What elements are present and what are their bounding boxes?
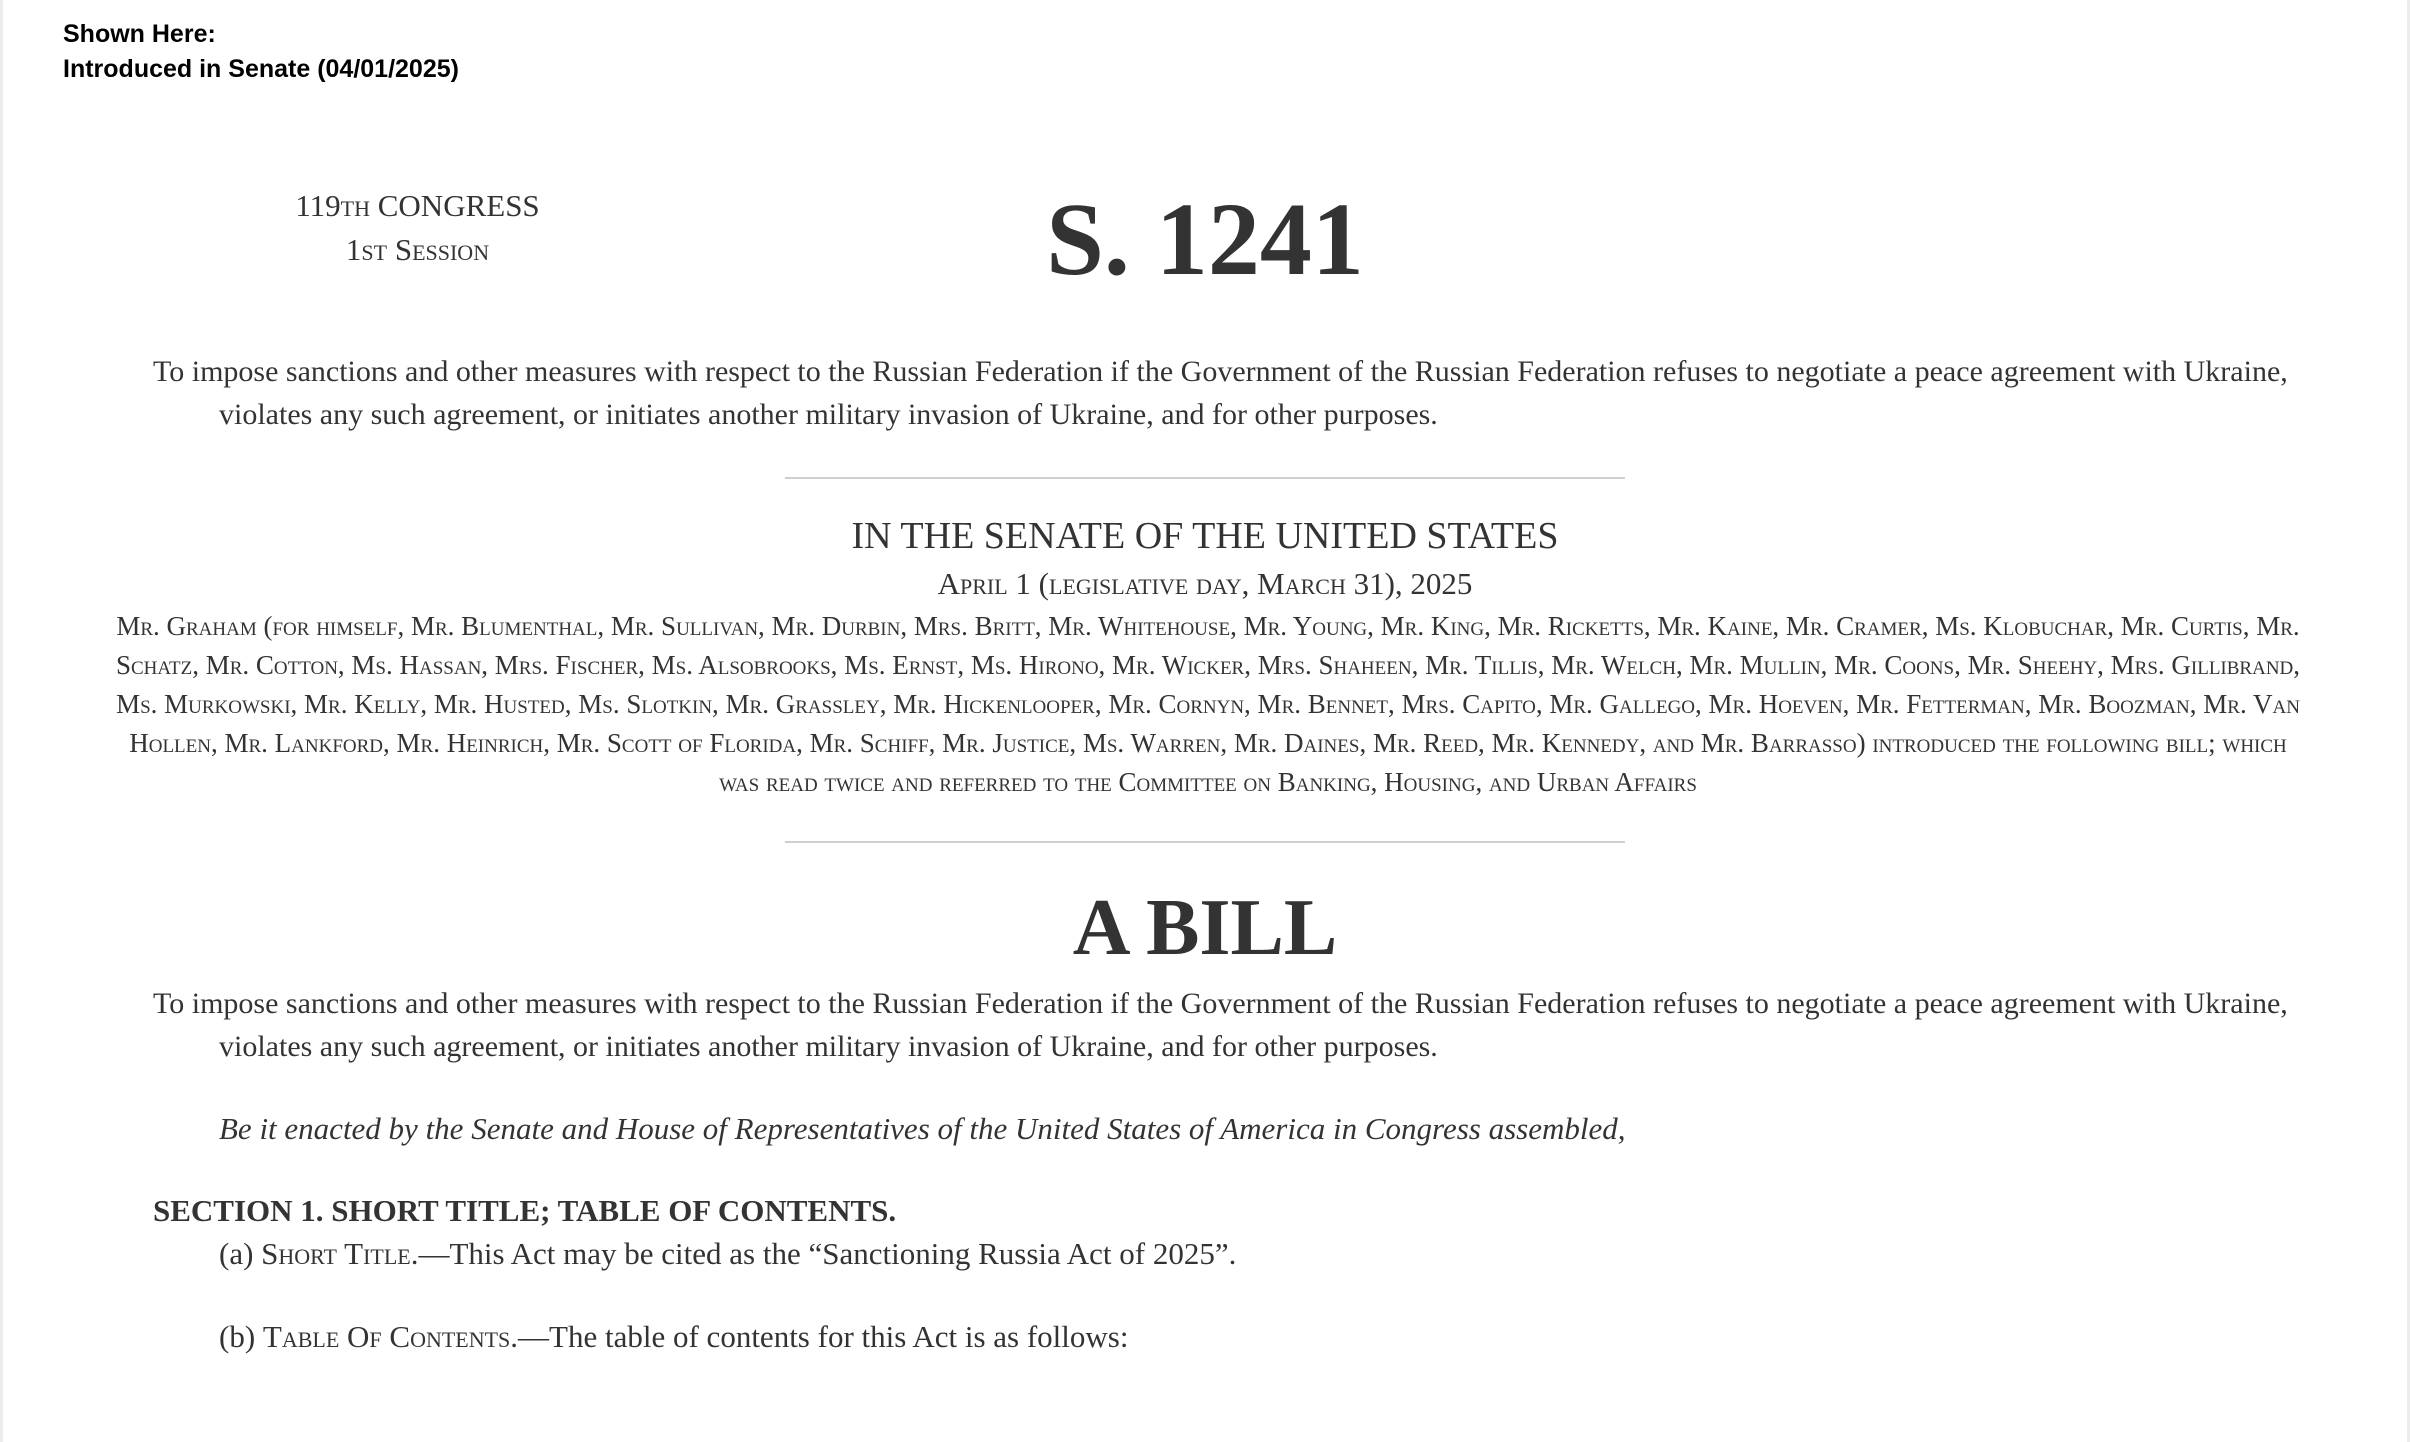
introduction-date: April 1 (legislative day, March 31), 2025 — [937, 566, 1473, 601]
divider-top — [785, 477, 1625, 479]
purpose-statement-top: To impose sanctions and other measures with respect to the Russian Federation if the Government of the Russian Federation refuses to negotiate a peace agreement with Ukraine, violates any such agreement, or initiates another military invasion of Ukraine, and for other purposes. — [153, 355, 2288, 431]
subsection-b-label: (b) — [219, 1319, 256, 1354]
section-1-heading: SECTION 1. SHORT TITLE; TABLE OF CONTENTS. — [153, 1193, 897, 1228]
subsection-b-heading: Table Of Contents — [262, 1319, 511, 1354]
subsection-a-heading: Short Title — [261, 1236, 411, 1271]
page-left-edge — [0, 0, 3, 1442]
enacting-clause: Be it enacted by the Senate and House of Representatives of the United States of America in Congress assembled, — [219, 1111, 1626, 1146]
a-bill-heading: A BILL — [1072, 884, 1338, 972]
bill-number: S. 1241 — [1046, 182, 1364, 297]
subsection-a-text: .—This Act may be cited as the “Sanctioning Russia Act of 2025”. — [410, 1236, 1237, 1271]
session-label: 1st Session — [345, 232, 490, 267]
introduced-status: Introduced in Senate (04/01/2025) — [63, 55, 459, 83]
subsection-a-label: (a) — [219, 1236, 254, 1271]
congress-session-block — [260, 184, 575, 272]
sponsors-list: Mr. Graham (for himself, Mr. Blumenthal, Mr. Sullivan, Mr. Durbin, Mrs. Britt, Mr. Whitehouse, Mr. Young, Mr. King, Mr. Ricketts, Mr. Kaine, Mr. Cramer, Ms. Klobuchar, Mr. Curtis, Mr. Schatz, Mr. Cotton, Ms. Hassan, Mrs. Fischer, Ms. Alsobrooks, Ms. Ernst, Ms. Hirono, Mr. Wicker, Mrs. Shaheen, Mr. Tillis, Mr. Welch, Mr. Mullin, Mr. Coons, Mr. Sheehy, Mrs. Gillibrand, Ms. Murkowski, Mr. Kelly, Mr. Husted, Ms. Slotkin, Mr. Grassley, Mr. Hickenlooper, Mr. Cornyn, Mr. Bennet, Mrs. Capito, Mr. Gallego, Mr. Hoeven, Mr. Fetterman, Mr. Boozman, Mr. Van Hollen, Mr. Lankford, Mr. Heinrich, Mr. Scott of Florida, Mr. Schiff, Mr. Justice, Ms. Warren, Mr. Daines, Mr. Reed, Mr. Kennedy, and Mr. Barrasso) introduced the following bill; which was read twice and referred to the Committee on Banking, Housing, and Urban Affairs — [115, 611, 2301, 797]
subsection-b-table-of-contents — [219, 1315, 1128, 1359]
subsection-b-text: .—The table of contents for this Act is as follows: — [510, 1319, 1129, 1354]
senate-heading: IN THE SENATE OF THE UNITED STATES — [851, 515, 1559, 557]
congress-number: 119th CONGRESS — [295, 188, 540, 223]
shown-here-label: Shown Here: — [63, 20, 216, 48]
version-header — [63, 17, 459, 87]
purpose-statement-bottom: To impose sanctions and other measures with respect to the Russian Federation if the Government of the Russian Federation refuses to negotiate a peace agreement with Ukraine, violates any such agreement, or initiates another military invasion of Ukraine, and for other purposes. — [153, 987, 2288, 1063]
subsection-a-short-title — [219, 1232, 1236, 1276]
divider-bottom — [785, 841, 1625, 843]
